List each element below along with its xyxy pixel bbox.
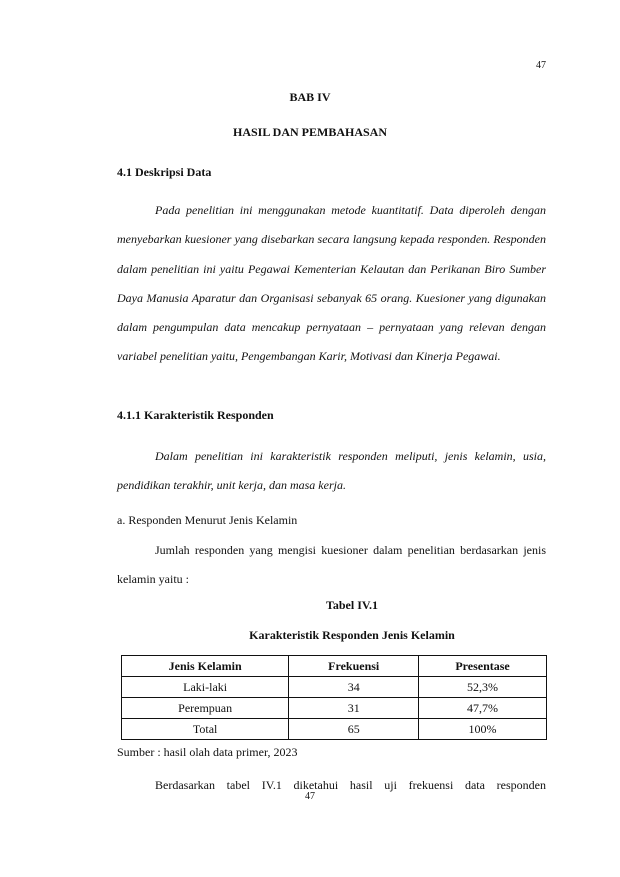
table-cell: 52,3% <box>419 677 547 698</box>
table-title-caption: Karakteristik Responden Jenis Kelamin <box>249 628 455 642</box>
section-heading-4-1-1: 4.1.1 Karakteristik Responden <box>117 408 274 422</box>
page-number-top: 47 <box>536 60 546 71</box>
subsection-heading-gender: a. Responden Menurut Jenis Kelamin <box>117 513 298 527</box>
table-source-note: Sumber : hasil olah data primer, 2023 <box>117 745 298 759</box>
table-row <box>122 719 547 740</box>
table-header-cell: Frekuensi <box>289 656 419 677</box>
table-cell: 31 <box>289 698 419 719</box>
table-cell: 34 <box>289 677 419 698</box>
table-header-row <box>122 656 547 677</box>
table-row <box>122 677 547 698</box>
paragraph-table-discussion: Berdasarkan tabel IV.1 diketahui hasil uji frekuensi data responden <box>155 778 546 792</box>
table-cell: Perempuan <box>122 698 289 719</box>
page-number-bottom: 47 <box>305 791 315 802</box>
table-cell: 47,7% <box>419 698 547 719</box>
chapter-title: HASIL DAN PEMBAHASAN <box>232 125 388 139</box>
section-heading-4-1: 4.1 Deskripsi Data <box>117 165 212 179</box>
gender-table <box>121 655 547 740</box>
table-cell: 65 <box>289 719 419 740</box>
paragraph-respondent-characteristics: Dalam penelitian ini karakteristik responden meliputi, jenis kelamin, usia, pendidikan terakhir, unit kerja, dan masa kerja. <box>117 449 546 493</box>
paragraph-gender-intro: Jumlah responden yang mengisi kuesioner dalam penelitian berdasarkan jenis kelamin yaitu : <box>117 543 546 587</box>
table-cell: 100% <box>419 719 547 740</box>
table-header-cell: Presentase <box>419 656 547 677</box>
table-row <box>122 698 547 719</box>
table-number-caption: Tabel IV.1 <box>325 598 379 612</box>
table-cell: Total <box>122 719 289 740</box>
paragraph-data-description: Pada penelitian ini menggunakan metode kuantitatif. Data diperoleh dengan menyebarkan kuesioner yang disebarkan secara langsung kepada responden. Responden dalam penelitian ini yaitu Pegawai Kementerian Kelautan dan Perikanan Biro Sumber Daya Manusia Aparatur dan Organisasi sebanyak 65 orang. Kuesioner yang digunakan dalam pengumpulan data mencakup pernyataan – pernyataan yang relevan dengan variabel penelitian yaitu, Pengembangan Karir, Motivasi dan Kinerja Pegawai. <box>117 203 546 364</box>
table-cell: Laki-laki <box>122 677 289 698</box>
table-header-cell: Jenis Kelamin <box>122 656 289 677</box>
chapter-heading: BAB IV <box>289 90 331 104</box>
